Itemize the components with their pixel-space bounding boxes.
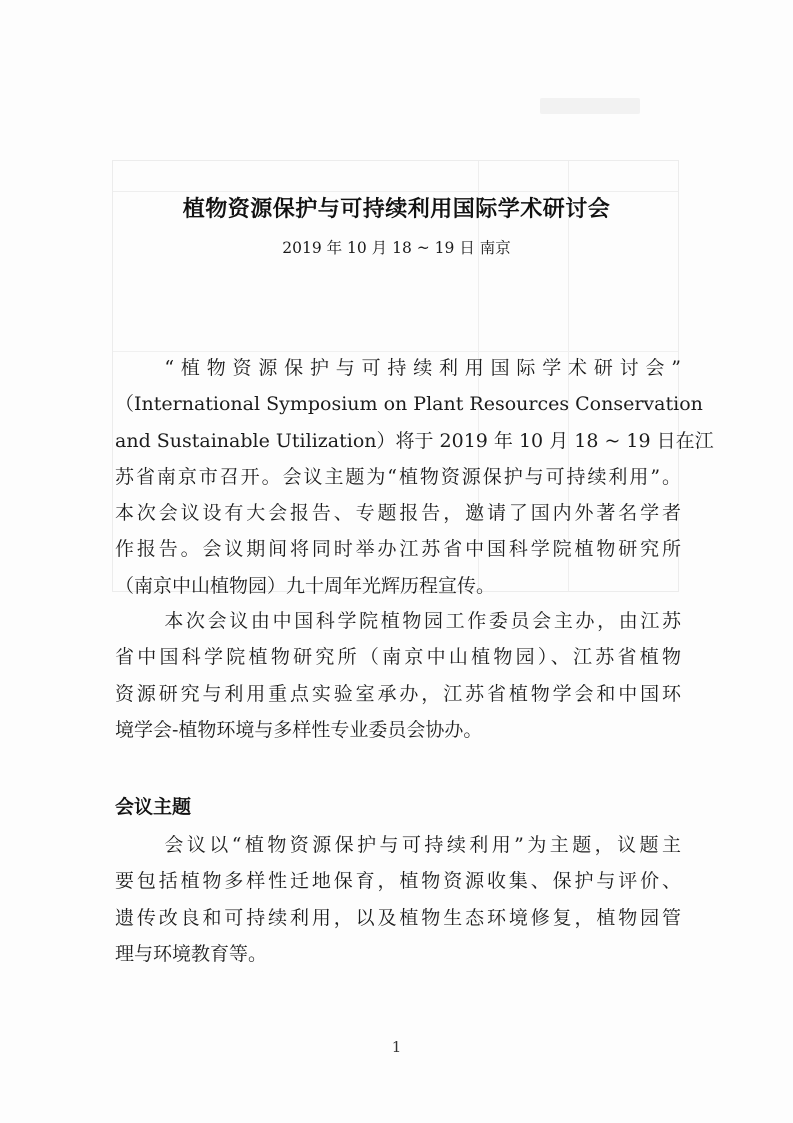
organizers-paragraph xyxy=(115,603,681,748)
paragraph-line: 资源研究与利用重点实验室承办，江苏省植物学会和中国环 xyxy=(115,682,681,705)
paragraph-line: 作报告。会议期间将同时举办江苏省中国科学院植物研究所 xyxy=(115,538,681,561)
bleed-through-heading xyxy=(540,98,640,114)
paragraph-line: 省中国科学院植物研究所（南京中山植物园）、江苏省植物 xyxy=(115,646,681,669)
paragraph-line: 本次会议由中国科学院植物园工作委员会主办，由江苏 xyxy=(164,610,681,632)
section-heading-theme: 会议主题 xyxy=(115,796,192,818)
document-title: 植物资源保护与可持续利用国际学术研讨会 xyxy=(182,197,611,222)
paragraph-line: 苏省南京市召开。会议主题为“植物资源保护与可持续利用”。 xyxy=(115,465,681,488)
paragraph-line: 境学会-植物环境与多样性专业委员会协办。 xyxy=(115,718,483,741)
paragraph-line: “植物资源保护与可持续利用国际学术研讨会” xyxy=(164,357,681,379)
paragraph-line: 理与环境教育等。 xyxy=(115,942,268,965)
paragraph-line: （International Symposium on Plant Resources Conservation xyxy=(115,393,703,416)
paragraph-line: 要包括植物多样性迁地保育，植物资源收集、保护与评价、 xyxy=(115,870,681,893)
paragraph-line: 遗传改良和可持续利用，以及植物生态环境修复，植物园管 xyxy=(115,906,681,929)
paragraph-line: 会议以“植物资源保护与可持续利用”为主题，议题主 xyxy=(164,834,681,856)
page-number: 1 xyxy=(391,1038,402,1056)
paragraph-line: 本次会议设有大会报告、专题报告，邀请了国内外著名学者 xyxy=(115,502,681,525)
document-date-location: 2019 年 10 月 18 ~ 19 日 南京 xyxy=(282,239,511,257)
intro-paragraph xyxy=(115,350,714,604)
theme-paragraph xyxy=(115,827,681,972)
paragraph-line: （南京中山植物园）九十周年光辉历程宣传。 xyxy=(115,574,496,597)
paragraph-line: and Sustainable Utilization）将于 2019 年 10 月 18 ~ 19 日在江 xyxy=(115,429,714,452)
